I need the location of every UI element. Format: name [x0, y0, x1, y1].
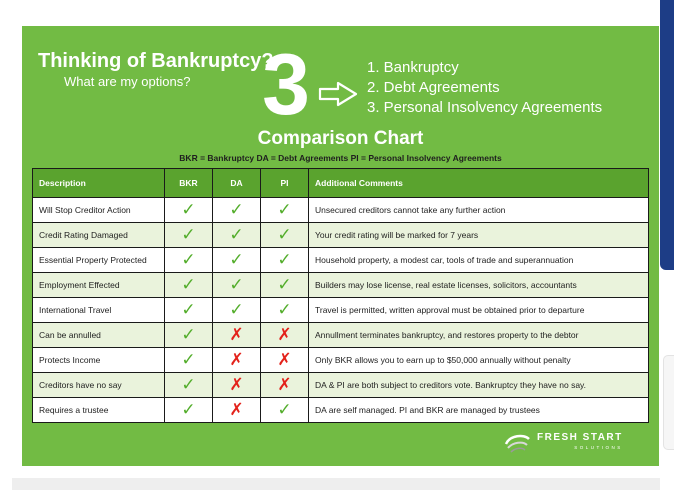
check-icon: ✓	[277, 250, 292, 269]
check-icon: ✓	[181, 325, 196, 344]
table-row	[33, 198, 649, 223]
da-cell	[213, 198, 261, 223]
bkr-cell	[165, 298, 213, 323]
pi-cell	[261, 298, 309, 323]
row-comment: Household property, a modest car, tools of trade and superannuation	[309, 248, 649, 273]
cross-icon: ✗	[277, 325, 292, 344]
row-comment: Unsecured creditors cannot take any further action	[309, 198, 649, 223]
table-row	[33, 248, 649, 273]
da-cell	[213, 373, 261, 398]
cross-icon: ✗	[229, 325, 244, 344]
column-header-bkr: BKR	[165, 169, 213, 198]
bkr-cell	[165, 373, 213, 398]
pi-cell	[261, 323, 309, 348]
bkr-cell	[165, 348, 213, 373]
table-row	[33, 348, 649, 373]
column-header-da: DA	[213, 169, 261, 198]
pi-cell	[261, 348, 309, 373]
check-icon: ✓	[181, 225, 196, 244]
check-icon: ✓	[277, 225, 292, 244]
row-description: Credit Rating Damaged	[33, 223, 165, 248]
table-body	[33, 198, 649, 423]
side-panel-strip	[660, 0, 674, 270]
cross-icon: ✗	[277, 375, 292, 394]
column-header-pi: PI	[261, 169, 309, 198]
cross-icon: ✗	[229, 350, 244, 369]
check-icon: ✓	[277, 275, 292, 294]
da-cell	[213, 248, 261, 273]
da-cell	[213, 348, 261, 373]
check-icon: ✓	[181, 350, 196, 369]
table-header-row	[33, 169, 649, 198]
check-icon: ✓	[229, 225, 244, 244]
column-header-comments: Additional Comments	[309, 169, 649, 198]
arrow-right-icon	[318, 81, 358, 107]
hero-subtitle: What are my options?	[64, 74, 191, 89]
check-icon: ✓	[181, 250, 196, 269]
hero-title: Thinking of Bankruptcy?	[38, 50, 274, 72]
cross-icon: ✗	[277, 350, 292, 369]
check-icon: ✓	[229, 250, 244, 269]
row-description: Will Stop Creditor Action	[33, 198, 165, 223]
bkr-cell	[165, 223, 213, 248]
logo-tagline: SOLUTIONS	[574, 445, 623, 450]
page-footer-band	[12, 478, 660, 490]
options-list	[367, 58, 602, 118]
comparison-table	[32, 168, 649, 423]
check-icon: ✓	[277, 400, 292, 419]
table-row	[33, 273, 649, 298]
check-icon: ✓	[229, 300, 244, 319]
chart-title: Comparison Chart	[257, 128, 424, 149]
logo-brand: FRESH START	[537, 432, 623, 443]
bkr-cell	[165, 248, 213, 273]
check-icon: ✓	[277, 300, 292, 319]
table-row	[33, 373, 649, 398]
da-cell	[213, 223, 261, 248]
table-row	[33, 323, 649, 348]
big-number: 3	[262, 37, 310, 133]
abbreviation-legend: BKR = Bankruptcy DA = Debt Agreements PI = Personal Insolvency Agreements	[179, 153, 502, 163]
row-comment: DA & PI are both subject to creditors vote. Bankruptcy they have no say.	[309, 373, 649, 398]
option-item: 2. Debt Agreements	[367, 79, 500, 96]
bkr-cell	[165, 398, 213, 423]
row-comment: Annullment terminates bankruptcy, and restores property to the debtor	[309, 323, 649, 348]
check-icon: ✓	[229, 275, 244, 294]
pi-cell	[261, 223, 309, 248]
option-item: 1. Bankruptcy	[367, 59, 459, 76]
row-comment: Your credit rating will be marked for 7 years	[309, 223, 649, 248]
side-card	[663, 355, 674, 450]
swirl-logo-icon	[502, 432, 532, 454]
da-cell	[213, 298, 261, 323]
pi-cell	[261, 198, 309, 223]
table-row	[33, 298, 649, 323]
fresh-start-logo	[502, 432, 623, 454]
pi-cell	[261, 373, 309, 398]
bkr-cell	[165, 273, 213, 298]
pi-cell	[261, 273, 309, 298]
da-cell	[213, 323, 261, 348]
option-item: 3. Personal Insolvency Agreements	[367, 99, 603, 116]
bkr-cell	[165, 198, 213, 223]
check-icon: ✓	[277, 200, 292, 219]
row-description: Essential Property Protected	[33, 248, 165, 273]
row-description: Protects Income	[33, 348, 165, 373]
row-comment: Travel is permitted, written approval must be obtained prior to departure	[309, 298, 649, 323]
check-icon: ✓	[181, 300, 196, 319]
check-icon: ✓	[181, 275, 196, 294]
row-description: Can be annulled	[33, 323, 165, 348]
pi-cell	[261, 248, 309, 273]
infographic-panel	[22, 26, 659, 466]
pi-cell	[261, 398, 309, 423]
cross-icon: ✗	[229, 375, 244, 394]
table-row	[33, 398, 649, 423]
row-comment: Builders may lose license, real estate licenses, solicitors, accountants	[309, 273, 649, 298]
row-comment: Only BKR allows you to earn up to $50,000 annually without penalty	[309, 348, 649, 373]
bkr-cell	[165, 323, 213, 348]
check-icon: ✓	[229, 200, 244, 219]
da-cell	[213, 273, 261, 298]
cross-icon: ✗	[229, 400, 244, 419]
check-icon: ✓	[181, 375, 196, 394]
row-description: Creditors have no say	[33, 373, 165, 398]
da-cell	[213, 398, 261, 423]
check-icon: ✓	[181, 400, 196, 419]
table-row	[33, 223, 649, 248]
check-icon: ✓	[181, 200, 196, 219]
row-description: International Travel	[33, 298, 165, 323]
row-description: Employment Effected	[33, 273, 165, 298]
row-description: Requires a trustee	[33, 398, 165, 423]
column-header-description: Description	[33, 169, 165, 198]
row-comment: DA are self managed. PI and BKR are managed by trustees	[309, 398, 649, 423]
